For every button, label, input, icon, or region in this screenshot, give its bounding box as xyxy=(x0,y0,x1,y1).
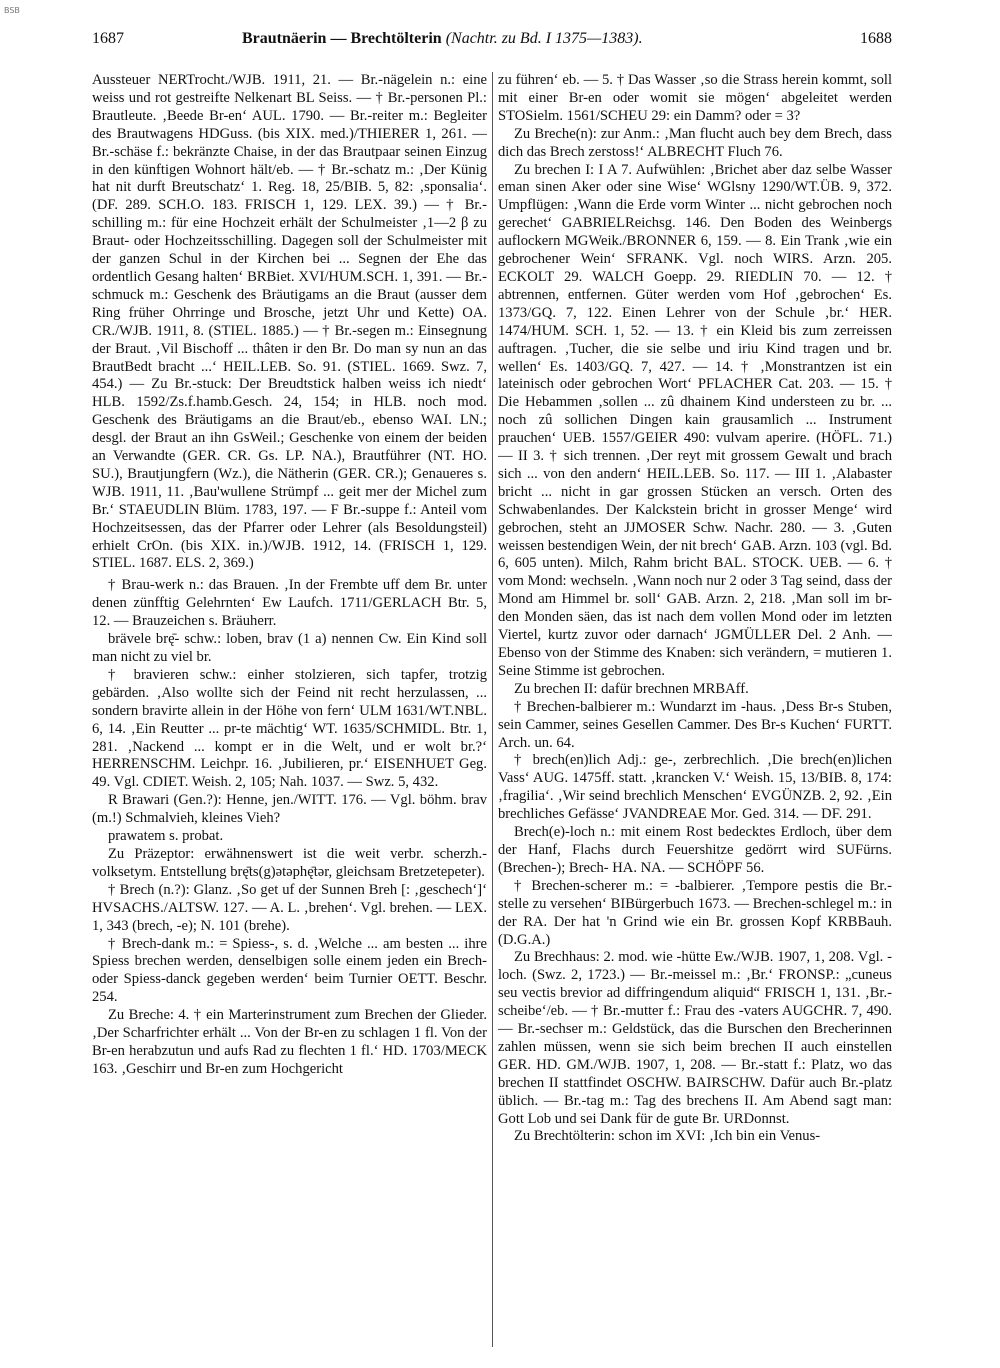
dictionary-entry: Zu Breche(n): zur Anm.: ‚Man flucht auch bey dem Brech, dass dich das Brech zerstoss!‘ ALBRECHT Fluch 76. xyxy=(498,125,892,160)
page-number-right: 1688 xyxy=(860,30,892,47)
running-title-main: Brautnäerin — Brechtölterin xyxy=(242,30,442,47)
dictionary-entry: Zu brechen II: dafür brechnen MRBAff. xyxy=(514,680,749,697)
running-title-note: (Nachtr. zu Bd. I 1375—1383). xyxy=(445,30,643,47)
column-divider xyxy=(492,72,493,1347)
dictionary-entry: † Brau-werk n.: das Brauen. ‚In der Frembte uff dem Br. unter denen zünfftig Gelehrnten‘ Ew Laufch. 1711/GERLACH Btr. 5, 12. — Brauzeichen s. Bräuherr. xyxy=(92,577,487,630)
dictionary-entry: † brech(en)lich Adj.: ge-, zerbrechlich. ‚Die brech(en)lichen Vass‘ AUG. 1475ff. statt. ‚krancken V.‘ Weish. 15, 13/BIB. 8, 174: ‚fragilia‘. ‚Wir seind brechlich Menschen‘ EVGÜNZB. 2, 92. ‚Ein brechliches Gefässe‘ JVANDREAE Mor. Ged. 314. — DF. 291. xyxy=(498,752,892,823)
running-title xyxy=(242,30,643,48)
dictionary-entry: † Brech (n.?): Glanz. ‚So get uf der Sunnen Breh [: ‚geschech‘]‘ HVSACHS./ALTSW. 127. — A. L. ‚brehen‘. Vgl. brehen. — LEX. 1, 343 (brech, -e); N. 101 (brehe). xyxy=(92,881,487,934)
dictionary-entry: Zu Präzeptor: erwähnenswert ist die weit verbr. scherzh.-volksetym. Entstellung brę̄ts(g)ətəphę̄tər, gleichsam Bretzetepeter). xyxy=(92,845,487,880)
page-number-left: 1687 xyxy=(92,30,124,47)
dictionary-entry: † Brech-dank m.: = Spiess-, s. d. ‚Welche ... am besten ... ihre Spiess brechen werden, denselbigen solle einem jeden ein Brech- oder Spiess-danck gegeben werden‘ beim Turnier OETT. Beschr. 254. xyxy=(92,935,487,1006)
library-watermark: BSB xyxy=(4,6,20,15)
left-column xyxy=(92,72,487,1352)
dictionary-entry: † Brechen-balbierer m.: Wundarzt im -haus. ‚Dess Br-s Stuben, sein Cammer, seines Gesellen Cammer. Des Br-s Kuchen‘ FURTT. Arch. un. 64. xyxy=(498,698,892,751)
right-column xyxy=(498,72,892,1352)
dictionary-entry: Zu Breche: 4. † ein Marterinstrument zum Brechen der Glieder. ‚Der Scharfrichter erhält ... Von der Br-en zu schlagen 1 fl. Von der Br-en herabzutun und aufs Rad zu flechten 1 fl.‘ HD. 1703/MECK 163. ‚Geschirr und Br-en zum Hochgericht xyxy=(92,1007,487,1077)
dictionary-entry: † Brechen-scherer m.: = -balbierer. ‚Tempore pestis die Br.-stelle zu versehen‘ BIBürgerbuch 1673. — Brechen-schlegel m.: in der RA. Der hat 'n Grind wie ein Br. grossen Kopf KRBBauh. (D.G.A.) xyxy=(498,877,892,948)
dictionary-entry: Aussteuer NERTrocht./WJB. 1911, 21. — Br.-nägelein n.: eine weiss und rot gestreifte Nelkenart BL Seiss. — † Br.-personen Pl.: Brautleute. ‚Beede Br-en‘ AUL. 1790. — Br.-reiter m.: Begleiter des Brautwagens HDGuss. (bis XIX. med.)/THIERER 1, 261. — Br.-schäse f.: bekränzte Chaise, in der das Brautpaar seinen Einzug in den künftigen Wohnort hält/eb. — † Br.-schatz m.: ‚Der Künig hat nit durft Breutschatz‘ 1. Reg. 18, 25/BIB. 5, 82: ‚sponsalia‘. (DF. 289. SCH.O. 183. FRISCH 1, 129. LEX. 39.) — † Br.-schilling m.: für eine Hochzeit erhält der Schulmeister ‚1—2 β zu Braut- oder Hochzeitsschilling. Dagegen soll der Schulmeister mit der ganzen Schul in der Kirchen bei ... Segnen der Ehe das ordentlich Gesang halten‘ BRBiet. XVI/HUM.SCH. 1, 391. — Br.-schmuck m.: Geschenk des Bräutigams an die Braut (ausser dem Ring früher Ohrringe und Brosche, jetzt Uhr und Kette) OA. CR./WJB. 1911, 8. (STIEL. 1885.) — † Br.-segen m.: Einsegnung der Braut. ‚Vil Bischoff ... thâten ir den Br. Do man sy nun an das BrautBedt bracht ...‘ HEIL.LEB. So. 91. (STIEL. 1669. Swz. 7, 454.) — Zu Br.-stuck: Der Breudtstick halben weiss ich niedt‘ HLB. 1592/Zs.f.hamb.Gesch. 24, 154; in HLB. noch mod. Geschenk des Bräutigams an die Braut/eb., ebenso WAI. LN.; desgl. der Braut an ihn GsWeil.; Geschenke von einem der beiden an Verwandte (GER. CR. Gs. LP. NA.), Brautführer (NT. HO. SU.), Brautjungfern (Wz.), die Nätherin (GER. CR.); Genaueres s. WJB. 1911, 11. ‚Bau'wullene Strümpf ... geit mer der Michel zum Br.‘ STAEUDLIN Blüm. 1783, 197. — F Br.-suppe f.: Anteil vom Hochzeitsessen, das der Pfarrer oder Lehrer (als Besoldungsteil) erhielt CrOn. (bis XIX. in.)/WJB. 1912, 14. (FRISCH 1, 129. STIEL. 1687. ELS. 2, 369.) xyxy=(92,72,487,572)
dictionary-entry: Zu brechen I: I A 7. Aufwühlen: ‚Brichet aber daz selbe Wasser eman sinen Aker oder sine Wise‘ WGlsny 1290/WT.ÜB. 9, 372. Umpflügen: ‚Wann die Erde vorm Winter ... nicht gebrochen noch gerechet‘ GABRIELReichsg. 146. Den Boden des Weinbergs auflockern MGWeik./BRONNER 6, 159. — 8. Ein Trank ‚wie ein gebrochener Wein‘ SFRANK. Vgl. noch WIRS. Arzn. 205. ECKOLT 29. WALCH Goepp. 29. RIEDLIN 70. — 12. † abtrennen, entfernen. Güter werden vom Hof ‚gebrochen‘ Es. 1373/GQ. 7, 122. Einen Lehrer von der Schule ‚br.‘ HER. 1474/HUM. SCH. 1, 52. — 13. † ein Kleid bis zum zerreissen auftragen. ‚Tucher, die sie selbe und iriu Kind tragen und br. wellen‘ Es. 1403/GQ. 7, 427. — 14. † ‚Monstrantzen ist ein lateinisch oder gebrochen Wort‘ PFLACHER Cat. 203. — 15. † Die Hebammen ‚sollen ... zû dhainem Kind understeen zu br. ... noch zû sollichen Dingen kain grausamlich ... Instrument prauchen‘ UEB. 1557/GEIER 490: vulvam aperire. (HÖFL. 71.) — II 3. † sich trennen. ‚Der reyt mit grossem Gewalt und brach sich ... von den andern‘ HEIL.LEB. So. 117. — III 1. ‚Alabaster bricht ... nicht in gar grossen Stücken an versch. Orten des Schwabenlandes. Der Kalckstein bricht in grosser Menge‘ wird gebrochen, steht an JJMOSER Schw. Nachr. 280. — 3. ‚Guten weissen bestendigen Wein, der nit brech‘ GAB. Arzn. 103 (vgl. Bd. 6, 605 unten). Milch, Rahm bricht BAL. STOCK. UEB. — 6. † vom Mond: wechseln. ‚Wann noch nur 2 oder 3 Tag seind, dass der Mond am Himmel br. soll‘ GAB. Arzn. 2, 218. ‚Man soll im br-den Monden säen, das ist nach dem vollen Mond oder im letzten Viertel, kurtz zuvor oder darnach‘ JGMÜLLER Del. 2 Anh. — Ebenso von der Stimme des Knaben: sich verändern, = mutieren 1. Seine Stimme ist gebrochen. xyxy=(498,161,892,679)
dictionary-entry: Zu Brechhaus: 2. mod. wie -hütte Ew./WJB. 1907, 1, 208. Vgl. -loch. (Swz. 2, 1723.) — Br.-meissel m.: ‚Br.‘ FRONSP.: „cuneus seu vectis brevior ad diffringendum aliquid“ FRISCH 1, 131. ‚Br.-scheibe‘/eb. — † Br.-mutter f.: Frau des -vaters AUGCHR. 7, 490. — Br.-sechser m.: Geldstück, das die Burschen den Brecherinnen zahlen müssen, wenn sie sich beim brechen II auch einstellen GER. HD. GM./WJB. 1907, 1, 208. — Br.-statt f.: Platz, wo das brechen II stattfindet OSCHW. BAIRSCHW. Dafür auch Br.-platz üblich. — Br.-tag m.: Tag des brechens II. Am Abend sagt man: Gott Lob und sei Dank für de gute Br. URDonnst. xyxy=(498,949,892,1127)
dictionary-entry: Brech(e)-loch n.: mit einem Rost bedecktes Erdloch, über dem der Hanf, Flachs durch Feuershitze gedörrt wird SUFürns. (Brechen-); Brech- HA. NA. — SCHÖPF 56. xyxy=(498,824,892,876)
dictionary-entry: Zu Brechtölterin: schon im XVI: ‚Ich bin ein Venus- xyxy=(514,1128,821,1145)
dictionary-entry: prawatem s. probat. xyxy=(108,828,224,845)
page-header xyxy=(92,30,892,54)
dictionary-entry: R Brawari (Gen.?): Henne, jen./WITT. 176. — Vgl. böhm. brav (m.!) Schmalvieh, kleines Vieh? xyxy=(92,792,487,827)
dictionary-entry: zu führen‘ eb. — 5. † Das Wasser ‚so die Strass herein kommt, soll mit einer Br-en oder womit sie mögen‘ abgeleitet werden STOSielm. 1561/SCHEU 29: ein Damm? oder = 3? xyxy=(498,72,892,124)
dictionary-entry: † bravieren schw.: einher stolzieren, sich tapfer, trotzig gebärden. ‚Also wollte sich der Feind nit recht herzulassen, ... sondern bravirte allein in der Höhe von fern‘ ULM 1631/WT.NBL. 6, 14. ‚Ein Reutter ... pr-te mächtig‘ WT. 1635/SCHMIDL. Btr. 1, 281. ‚Nackend ... kompt er in die Welt, und er wolt br.?‘ HERRENSCHM. Leichpr. 16. ‚Jubilieren, pr.‘ EISENHUET Geg. 49. Vgl. CDIET. Weish. 2, 105; Nah. 1037. — Swz. 5, 432. xyxy=(92,666,487,791)
dictionary-entry: brävele brę̄- schw.: loben, brav (1 a) nennen Cw. Ein Kind soll man nicht zu viel br. xyxy=(92,631,487,665)
